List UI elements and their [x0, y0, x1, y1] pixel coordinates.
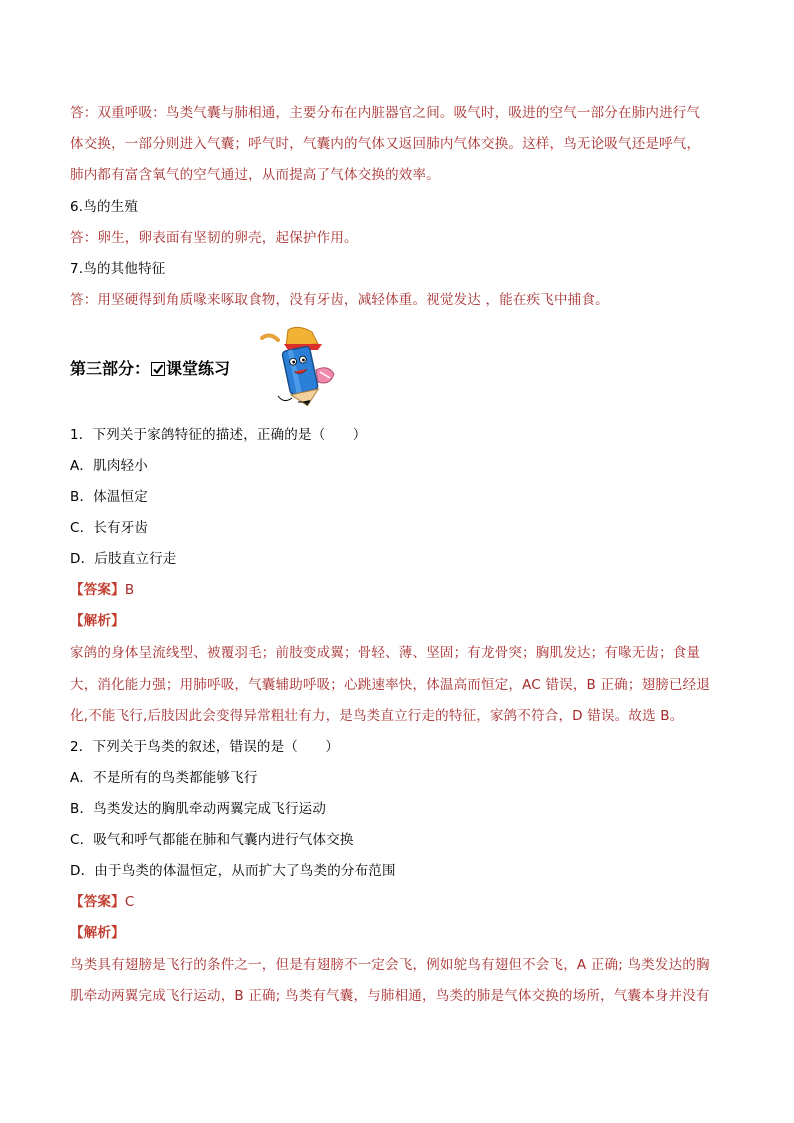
q1-analysis-line-3: 化,不能飞行,后肢因此会变得异常粗壮有力，是鸟类直立行走的特征，家鸽不符合，D 错误。故选 B。 [70, 708, 684, 724]
section5-answer-line-1: 答：双重呼吸：鸟类气囊与肺相通，主要分布在内脏器官之间。吸气时，吸进的空气一部分在肺内进行气 [70, 105, 701, 121]
q1-option-c: C．长有牙齿 [70, 520, 149, 536]
q1-answer [70, 580, 730, 600]
part3-label-after: 课堂练习 [166, 359, 231, 378]
pencil-mascot-icon [258, 326, 342, 406]
q1-option-d: D．后肢直立行走 [70, 551, 177, 567]
section7-title: 7.鸟的其他特征 [70, 261, 166, 277]
q2-option-b: B．鸟类发达的胸肌牵动两翼完成飞行运动 [70, 801, 327, 817]
q1-answer-value: B [124, 582, 135, 598]
q2-analysis-label: 【解析】 [70, 925, 125, 941]
q2-answer-label: 【答案】 [70, 894, 125, 910]
q2-option-c: C．吸气和呼气都能在肺和气囊内进行气体交换 [70, 832, 354, 848]
checkbox-icon [151, 362, 165, 376]
q2-analysis-line-2: 肌牵动两翼完成飞行运动，B 正确; 鸟类有气囊，与肺相通，鸟类的肺是气体交换的场所，气囊本身并没有 [70, 988, 710, 1004]
q2-stem: 2．下列关于鸟类的叙述，错误的是（ ） [70, 739, 340, 755]
section7-answer: 答：用坚硬得到角质喙来啄取食物，没有牙齿，减轻体重。视觉发达 ，能在疾飞中捕食。 [70, 292, 609, 308]
q2-analysis-label-row [70, 923, 730, 943]
q2-option-d: D．由于鸟类的体温恒定，从而扩大了鸟类的分布范围 [70, 863, 396, 879]
q1-option-b: B．体温恒定 [70, 489, 148, 505]
q1-analysis-line-2: 大，消化能力强；用肺呼吸，气囊辅助呼吸；心跳速率快，体温高而恒定，AC 错误，B 正确；翅膀已经退 [70, 677, 711, 693]
section5-answer-line-2: 体交换，一部分则进入气囊；呼气时，气囊内的气体又返回肺内气体交换。这样，鸟无论吸气还是呼气， [70, 136, 701, 152]
part3-heading [70, 356, 230, 379]
q1-stem: 1．下列关于家鸽特征的描述，正确的是（ ） [70, 427, 367, 443]
section5-answer-line-3: 肺内都有富含氧气的空气通过，从而提高了气体交换的效率。 [70, 167, 440, 183]
q1-analysis-label-row [70, 611, 730, 631]
q2-answer [70, 892, 730, 912]
q1-option-a: A．肌肉轻小 [70, 458, 148, 474]
q2-option-a: A．不是所有的鸟类都能够飞行 [70, 770, 258, 786]
section6-title: 6.鸟的生殖 [70, 199, 139, 215]
q1-analysis-line-1: 家鸽的身体呈流线型、被覆羽毛；前肢变成翼；骨轻、薄、坚固；有龙骨突；胸肌发达；有喙无齿；食量 [70, 645, 701, 661]
q2-analysis-line-1: 鸟类具有翅膀是飞行的条件之一，但是有翅膀不一定会飞，例如鸵鸟有翅但不会飞，A 正确; 鸟类发达的胸 [70, 957, 710, 973]
part3-label-before: 第三部分： [70, 359, 151, 378]
q1-analysis-label: 【解析】 [70, 613, 125, 629]
q1-answer-label: 【答案】 [70, 582, 125, 598]
section6-answer: 答：卵生，卵表面有坚韧的卵壳，起保护作用。 [70, 230, 358, 246]
q2-answer-value: C [124, 894, 135, 910]
